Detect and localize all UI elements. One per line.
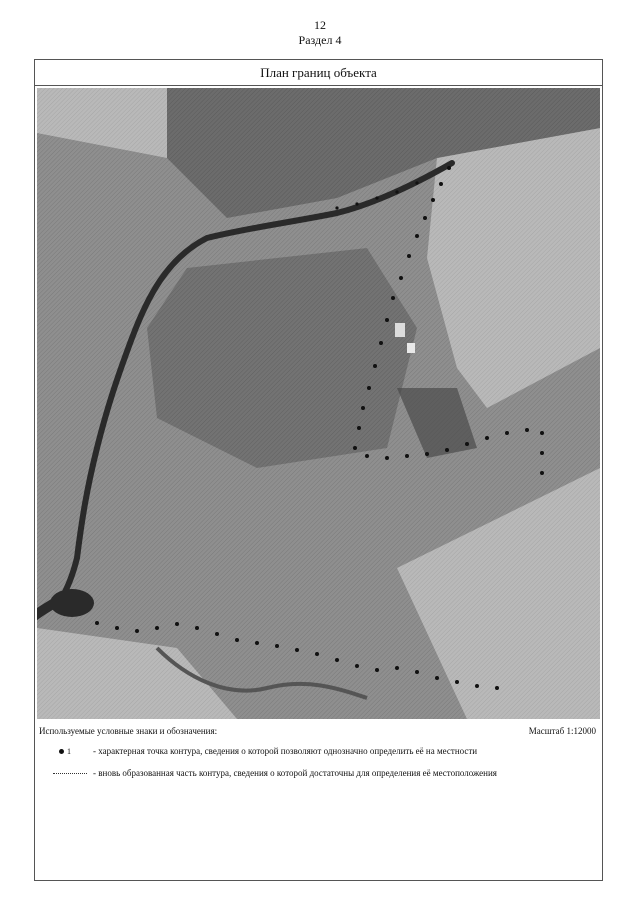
legend-text-point: - характерная точка контура, сведения о которой позволяют однозначно определить её на местности (93, 746, 478, 756)
aerial-map-image (37, 88, 600, 719)
contour-line-symbol (53, 768, 87, 779)
aerial-map (37, 88, 600, 719)
legend-caption: Используемые условные знаки и обозначения: (39, 726, 218, 736)
plan-frame (34, 59, 603, 881)
plan-title: План границ объекта (35, 60, 602, 86)
point-dot-icon (59, 749, 64, 754)
point-number: 1 (67, 747, 71, 756)
dotted-line-icon (53, 773, 87, 774)
legend-text-contour: - вновь образованная часть контура, сведения о которой достаточны для определения её местоположения (93, 768, 497, 778)
page-number: 12 (314, 18, 326, 32)
boundary-point-symbol (53, 746, 87, 757)
map-scale: Масштаб 1:12000 (528, 726, 596, 736)
section-title: Раздел 4 (298, 33, 342, 47)
